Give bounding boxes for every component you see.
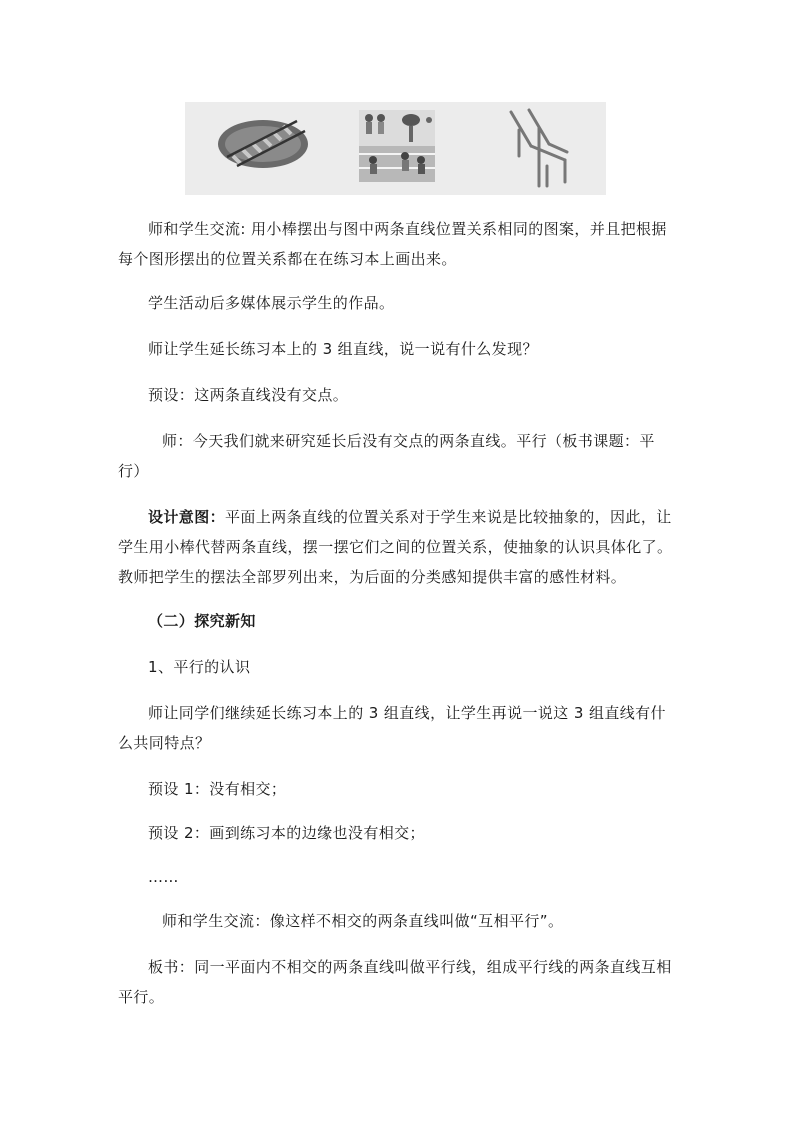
design-intent-text: 平面上两条直线的位置关系对于学生来说是比较抽象的，因此，让学生用小棒代替两条直线，摆一摆它们之间的位置关系，使抽象的认识具体化了。教师把学生的摆法全部罗列出来，为后面的分类感知提供丰富的感性材料。 (118, 508, 673, 586)
section-heading: （二）探究新知 (148, 612, 256, 630)
paragraph-design-intent (118, 502, 678, 592)
figure-strip (185, 102, 606, 195)
paragraph-assumption-2: 预设 2：画到练习本的边缘也没有相交； (148, 824, 425, 842)
paragraph-continue-extend: 师让同学们继续延长练习本上的 3 组直线，让学生再说一说这 3 组直线有什么共同特点？ (118, 704, 666, 752)
parallel-bars-image (503, 106, 575, 192)
paragraph-teacher-student-exchange: 师和学生交流: 用小棒摆出与图中两条直线位置关系相同的图案，并且把根据每个图形摆出的位置关系都在在练习本上画出来。 (118, 220, 667, 268)
paragraph-student-activity: 学生活动后多媒体展示学生的作品。 (148, 294, 395, 312)
paragraph-today-topic: 师：今天我们就来研究延长后没有交点的两条直线。平行（板书课题：平行） (118, 432, 655, 480)
paragraph-extend-lines: 师让学生延长练习本上的 3 组直线，说一说有什么发现？ (148, 340, 538, 358)
paragraph-assumption: 预设：这两条直线没有交点。 (148, 386, 349, 404)
paragraph-ellipsis: …… (148, 868, 179, 886)
design-intent-label: 设计意图： (148, 508, 226, 526)
paragraph-blackboard: 板书：同一平面内不相交的两条直线叫做平行线，组成平行线的两条直线互相平行。 (118, 958, 672, 1006)
paragraph-assumption-1: 预设 1：没有相交； (148, 780, 287, 798)
paragraph-mutually-parallel: 师和学生交流：像这样不相交的两条直线叫做“互相平行”。 (162, 912, 564, 930)
subheading-parallel: 1、平行的认识 (148, 658, 251, 676)
railway-track-image (217, 112, 309, 174)
playground-scene-image (359, 110, 435, 182)
